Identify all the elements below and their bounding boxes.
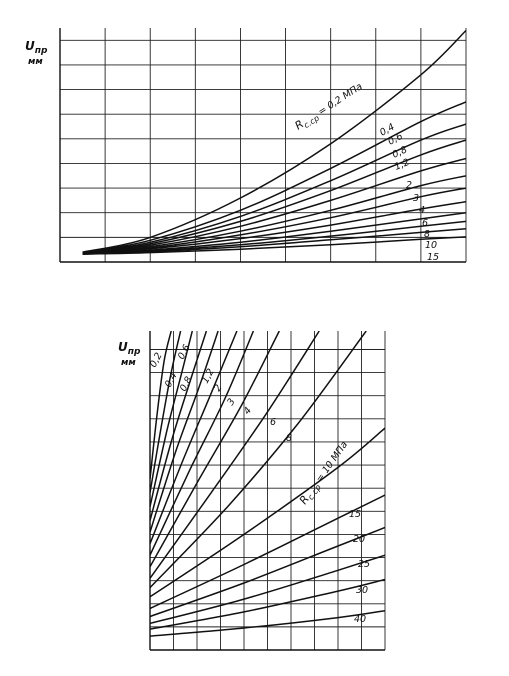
chart-panel-b [118,331,385,650]
series-label-value: 0,6 [175,342,193,362]
series-label-value: 2 [406,180,413,191]
series-label [354,614,366,625]
series-label-value: 0,4 [162,370,180,390]
y-axis-label-unit: мм [121,358,136,368]
series-label-value: 1,2 [393,156,412,173]
series-label-value: 1,2 [199,366,217,386]
series-label-unit: МПа [340,81,365,102]
series-label-value: 0,4 [378,121,397,139]
series-label-value: 8 [424,229,431,240]
series-label-prefix: R [292,117,307,133]
series-label-unit: МПа [328,439,351,464]
series-label [270,417,276,428]
series-label [358,559,370,570]
series-label [212,383,225,394]
series-label [349,509,361,520]
y-axis-label-symbol: U [118,340,128,354]
y-axis-label-subscript: пр [127,347,141,357]
series-line-0-2 [83,31,466,253]
series-label-value: 6 [270,417,277,428]
series-label [422,218,428,229]
series-label-value: 15 [427,252,440,263]
series-label-value: 25 [358,559,371,570]
y-axis-label-symbol: U [25,39,35,53]
series-label-sub: с.ср [306,482,323,502]
series-label-value: 3 [225,396,238,408]
series-label-value: 4 [241,405,255,417]
series-label [406,180,412,191]
series-label [356,585,368,596]
series-label [225,397,238,408]
series-label [419,205,425,216]
series-label-value: 6 [422,218,429,229]
series-label [353,534,365,545]
y-axis-label-subscript: пр [34,46,48,56]
series-label [424,229,430,240]
series-label-value: 20 [353,534,366,545]
series-label-value: 15 [349,509,362,520]
series-label [425,240,437,251]
series-label-value: 2 [212,382,225,394]
series-line-1-2 [83,156,466,254]
series-label-value: 0,8 [177,374,195,394]
series-label-value: 0,2 [147,350,165,370]
series-label [413,193,419,204]
series-line-3 [147,331,253,555]
series-label [163,371,180,390]
y-axis-label [118,340,141,368]
series-label [286,433,292,444]
series-group [83,31,466,255]
series-label [427,252,439,263]
series-label-value: 10 [425,240,438,251]
series-label: $R_{с.ср} = 10$ МПа [296,439,351,507]
series-label-value: 3 [413,193,420,204]
y-axis-label-unit: мм [28,57,43,67]
y-axis-label [25,39,48,67]
series-label-value: 0,8 [390,144,409,161]
series-label-value: 0,6 [386,130,405,148]
series-label-value: 8 [286,433,293,444]
series-label-value: 10 [320,459,337,476]
series-label [176,343,193,362]
series-line-0-4 [83,102,466,253]
series-label-value: 4 [419,205,426,216]
series-label-sub: с.ср [302,113,321,131]
series-label-prefix: R [296,492,312,507]
series-label-value: 0,2 [325,94,345,112]
series-label: $R_{с.ср} = 0,2$ МПа [292,81,365,133]
series-label-value: 30 [356,585,369,596]
series-line-0-8 [83,140,466,253]
chart-panel-a [25,28,466,263]
series-label-value: 40 [354,614,367,625]
